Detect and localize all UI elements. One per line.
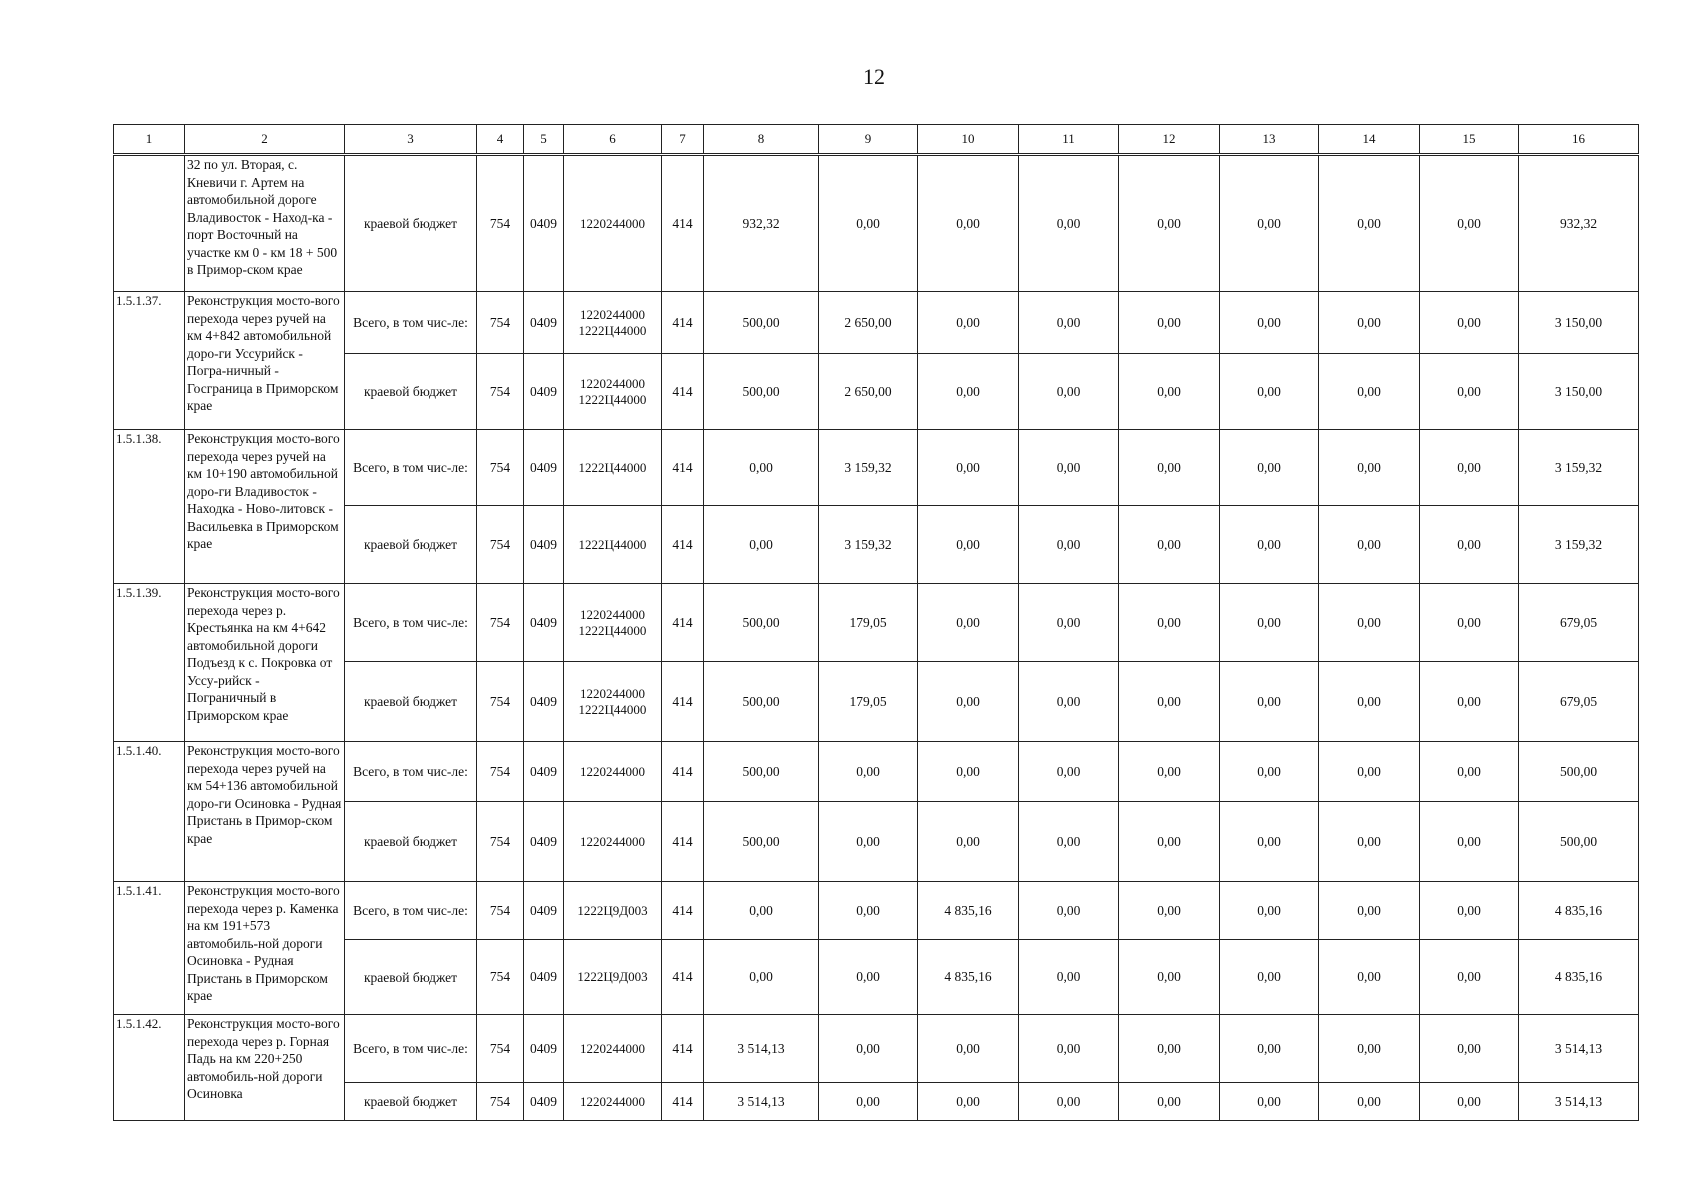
column-header-5: 5	[524, 125, 564, 155]
budget-code: 1220244000	[580, 375, 645, 391]
value-col-8: 500,00	[704, 742, 819, 802]
funding-source: Всего, в том чис-ле:	[345, 584, 477, 662]
cell-col-7: 414	[662, 662, 704, 742]
funding-source: краевой бюджет	[345, 940, 477, 1015]
value-col-14: 0,00	[1319, 155, 1420, 292]
value-col-10: 4 835,16	[918, 940, 1019, 1015]
value-col-14: 0,00	[1319, 584, 1420, 662]
cell-col-4: 754	[477, 1015, 524, 1083]
value-col-14: 0,00	[1319, 1015, 1420, 1083]
value-col-12: 0,00	[1119, 882, 1220, 940]
funding-source: Всего, в том чис-ле:	[345, 1015, 477, 1083]
value-col-10: 0,00	[918, 802, 1019, 882]
value-col-10: 0,00	[918, 662, 1019, 742]
value-col-16: 4 835,16	[1519, 882, 1639, 940]
value-col-15: 0,00	[1420, 662, 1519, 742]
value-col-8: 0,00	[704, 940, 819, 1015]
value-col-13: 0,00	[1220, 292, 1319, 354]
cell-col-7: 414	[662, 506, 704, 584]
budget-code: 1220244000	[580, 606, 645, 622]
value-col-16: 3 514,13	[1519, 1015, 1639, 1083]
cell-col-5: 0409	[524, 354, 564, 430]
value-col-14: 0,00	[1319, 882, 1420, 940]
cell-col-4: 754	[477, 155, 524, 292]
value-col-15: 0,00	[1420, 292, 1519, 354]
value-col-8: 500,00	[704, 354, 819, 430]
cell-col-4: 754	[477, 354, 524, 430]
cell-col-6	[564, 155, 662, 292]
value-col-11: 0,00	[1019, 802, 1119, 882]
value-col-15: 0,00	[1420, 155, 1519, 292]
funding-source: краевой бюджет	[345, 155, 477, 292]
value-col-13: 0,00	[1220, 155, 1319, 292]
funding-source: Всего, в том чис-ле:	[345, 430, 477, 506]
cell-col-5: 0409	[524, 430, 564, 506]
cell-col-6	[564, 584, 662, 662]
cell-col-4: 754	[477, 584, 524, 662]
value-col-13: 0,00	[1220, 742, 1319, 802]
budget-code: 1222Ц44000	[578, 622, 647, 638]
table-row	[114, 584, 1639, 662]
item-index: 1.5.1.41.	[114, 882, 185, 1015]
value-col-8: 3 514,13	[704, 1015, 819, 1083]
value-col-16: 932,32	[1519, 155, 1639, 292]
cell-col-5: 0409	[524, 1015, 564, 1083]
cell-col-4: 754	[477, 742, 524, 802]
value-col-16: 3 150,00	[1519, 292, 1639, 354]
value-col-11: 0,00	[1019, 292, 1119, 354]
cell-col-4: 754	[477, 662, 524, 742]
value-col-16: 679,05	[1519, 584, 1639, 662]
cell-col-6	[564, 940, 662, 1015]
value-col-15: 0,00	[1420, 940, 1519, 1015]
column-header-16: 16	[1519, 125, 1639, 155]
budget-code: 1220244000	[580, 685, 645, 701]
value-col-16: 3 150,00	[1519, 354, 1639, 430]
value-col-10: 0,00	[918, 292, 1019, 354]
value-col-9: 2 650,00	[819, 292, 918, 354]
funding-source: краевой бюджет	[345, 354, 477, 430]
table-row	[114, 882, 1639, 940]
value-col-8: 3 514,13	[704, 1083, 819, 1121]
column-header-14: 14	[1319, 125, 1420, 155]
value-col-16: 3 159,32	[1519, 506, 1639, 584]
value-col-9: 179,05	[819, 662, 918, 742]
value-col-13: 0,00	[1220, 882, 1319, 940]
value-col-11: 0,00	[1019, 1015, 1119, 1083]
cell-col-6	[564, 354, 662, 430]
table-header-row	[114, 125, 1639, 155]
column-header-15: 15	[1420, 125, 1519, 155]
value-col-10: 0,00	[918, 742, 1019, 802]
item-index: 1.5.1.40.	[114, 742, 185, 882]
value-col-13: 0,00	[1220, 802, 1319, 882]
cell-col-5: 0409	[524, 292, 564, 354]
budget-code: 1220244000	[580, 1040, 645, 1056]
value-col-8: 932,32	[704, 155, 819, 292]
value-col-10: 0,00	[918, 584, 1019, 662]
value-col-13: 0,00	[1220, 354, 1319, 430]
budget-code: 1222Ц44000	[578, 391, 647, 407]
value-col-12: 0,00	[1119, 292, 1220, 354]
value-col-8: 0,00	[704, 882, 819, 940]
item-index: 1.5.1.39.	[114, 584, 185, 742]
column-header-4: 4	[477, 125, 524, 155]
value-col-14: 0,00	[1319, 662, 1420, 742]
funding-source: краевой бюджет	[345, 802, 477, 882]
item-description: Реконструкция мосто-вого перехода через ручей на км 10+190 автомобильной доро-ги Владивосток - Находка - Ново-литовск - Васильевка в Приморском крае	[185, 430, 345, 584]
value-col-15: 0,00	[1420, 430, 1519, 506]
value-col-12: 0,00	[1119, 506, 1220, 584]
cell-col-5: 0409	[524, 662, 564, 742]
column-header-12: 12	[1119, 125, 1220, 155]
budget-code: 1222Ц9Д003	[577, 969, 648, 984]
item-description: Реконструкция мосто-вого перехода через р. Крестьянка на км 4+642 автомобильной дороги Подъезд к с. Покровка от Уссу-рийск - Пограничный в Приморском крае	[185, 584, 345, 742]
cell-col-5: 0409	[524, 155, 564, 292]
value-col-10: 0,00	[918, 506, 1019, 584]
table-body	[114, 155, 1639, 1121]
column-header-8: 8	[704, 125, 819, 155]
value-col-11: 0,00	[1019, 155, 1119, 292]
table-row	[114, 292, 1639, 354]
column-header-11: 11	[1019, 125, 1119, 155]
value-col-15: 0,00	[1420, 584, 1519, 662]
value-col-15: 0,00	[1420, 1083, 1519, 1121]
page-number: 12	[863, 64, 885, 89]
value-col-11: 0,00	[1019, 882, 1119, 940]
column-header-13: 13	[1220, 125, 1319, 155]
value-col-16: 679,05	[1519, 662, 1639, 742]
budget-code: 1220244000	[580, 306, 645, 322]
item-description: Реконструкция мосто-вого перехода через р. Горная Падь на км 220+250 автомобиль-ной дороги Осиновка	[185, 1015, 345, 1121]
cell-col-4: 754	[477, 882, 524, 940]
value-col-16: 4 835,16	[1519, 940, 1639, 1015]
cell-col-5: 0409	[524, 584, 564, 662]
value-col-12: 0,00	[1119, 430, 1220, 506]
value-col-9: 0,00	[819, 742, 918, 802]
table-row	[114, 742, 1639, 802]
value-col-16: 3 514,13	[1519, 1083, 1639, 1121]
funding-source: краевой бюджет	[345, 506, 477, 584]
item-index	[114, 155, 185, 292]
cell-col-5: 0409	[524, 506, 564, 584]
value-col-10: 0,00	[918, 1083, 1019, 1121]
funding-source: Всего, в том чис-ле:	[345, 292, 477, 354]
column-header-9: 9	[819, 125, 918, 155]
value-col-16: 3 159,32	[1519, 430, 1639, 506]
cell-col-6	[564, 430, 662, 506]
cell-col-7: 414	[662, 940, 704, 1015]
budget-code: 1222Ц44000	[578, 459, 647, 475]
cell-col-6	[564, 662, 662, 742]
value-col-16: 500,00	[1519, 802, 1639, 882]
value-col-13: 0,00	[1220, 1083, 1319, 1121]
value-col-14: 0,00	[1319, 802, 1420, 882]
value-col-12: 0,00	[1119, 662, 1220, 742]
value-col-9: 0,00	[819, 1083, 918, 1121]
value-col-8: 500,00	[704, 292, 819, 354]
cell-col-7: 414	[662, 155, 704, 292]
item-index: 1.5.1.37.	[114, 292, 185, 430]
value-col-11: 0,00	[1019, 506, 1119, 584]
value-col-12: 0,00	[1119, 742, 1220, 802]
cell-col-4: 754	[477, 430, 524, 506]
item-description: Реконструкция мосто-вого перехода через р. Каменка на км 191+573 автомобиль-ной дороги Осиновка - Рудная Пристань в Приморском крае	[185, 882, 345, 1015]
funding-source: краевой бюджет	[345, 662, 477, 742]
value-col-8: 500,00	[704, 662, 819, 742]
column-header-3: 3	[345, 125, 477, 155]
item-description: Реконструкция мосто-вого перехода через ручей на км 4+842 автомобильной доро-ги Уссурийск - Погра-ничный - Госграница в Приморском крае	[185, 292, 345, 430]
cell-col-7: 414	[662, 1015, 704, 1083]
value-col-11: 0,00	[1019, 430, 1119, 506]
table-row	[114, 1015, 1639, 1083]
value-col-9: 0,00	[819, 802, 918, 882]
value-col-13: 0,00	[1220, 662, 1319, 742]
value-col-13: 0,00	[1220, 584, 1319, 662]
budget-table	[113, 124, 1639, 1121]
value-col-12: 0,00	[1119, 940, 1220, 1015]
value-col-15: 0,00	[1420, 354, 1519, 430]
item-index: 1.5.1.38.	[114, 430, 185, 584]
item-description: Реконструкция мосто-вого перехода через ручей на км 54+136 автомобильной доро-ги Осиновка - Рудная Пристань в Примор-ском крае	[185, 742, 345, 882]
column-header-7: 7	[662, 125, 704, 155]
value-col-13: 0,00	[1220, 430, 1319, 506]
value-col-8: 500,00	[704, 802, 819, 882]
cell-col-4: 754	[477, 1083, 524, 1121]
value-col-12: 0,00	[1119, 1015, 1220, 1083]
value-col-9: 3 159,32	[819, 506, 918, 584]
cell-col-4: 754	[477, 802, 524, 882]
value-col-15: 0,00	[1420, 882, 1519, 940]
cell-col-6	[564, 1083, 662, 1121]
budget-code: 1222Ц44000	[578, 701, 647, 717]
value-col-10: 0,00	[918, 354, 1019, 430]
cell-col-7: 414	[662, 1083, 704, 1121]
value-col-11: 0,00	[1019, 354, 1119, 430]
value-col-9: 3 159,32	[819, 430, 918, 506]
value-col-14: 0,00	[1319, 1083, 1420, 1121]
value-col-13: 0,00	[1220, 940, 1319, 1015]
budget-code: 1220244000	[580, 763, 645, 779]
funding-source: Всего, в том чис-ле:	[345, 882, 477, 940]
value-col-10: 0,00	[918, 155, 1019, 292]
cell-col-5: 0409	[524, 882, 564, 940]
value-col-15: 0,00	[1420, 742, 1519, 802]
table-row	[114, 155, 1639, 292]
value-col-14: 0,00	[1319, 506, 1420, 584]
cell-col-5: 0409	[524, 742, 564, 802]
value-col-9: 0,00	[819, 940, 918, 1015]
value-col-10: 4 835,16	[918, 882, 1019, 940]
budget-code: 1220244000	[580, 833, 645, 849]
value-col-12: 0,00	[1119, 354, 1220, 430]
budget-code: 1222Ц9Д003	[577, 902, 648, 918]
budget-code: 1220244000	[580, 215, 645, 231]
budget-code: 1222Ц44000	[578, 536, 647, 552]
value-col-15: 0,00	[1420, 802, 1519, 882]
column-header-2: 2	[185, 125, 345, 155]
value-col-14: 0,00	[1319, 292, 1420, 354]
cell-col-7: 414	[662, 742, 704, 802]
cell-col-7: 414	[662, 584, 704, 662]
value-col-14: 0,00	[1319, 940, 1420, 1015]
budget-code: 1220244000	[580, 1093, 645, 1109]
item-description: 32 по ул. Вторая, с. Кневичи г. Артем на автомобильной дороге Владивосток - Наход-ка - порт Восточный на участке км 0 - км 18 + 500 в Примор-ском крае	[185, 155, 345, 292]
value-col-13: 0,00	[1220, 506, 1319, 584]
value-col-9: 2 650,00	[819, 354, 918, 430]
value-col-16: 500,00	[1519, 742, 1639, 802]
value-col-12: 0,00	[1119, 802, 1220, 882]
value-col-10: 0,00	[918, 430, 1019, 506]
cell-col-7: 414	[662, 802, 704, 882]
column-header-6: 6	[564, 125, 662, 155]
cell-col-6	[564, 1015, 662, 1083]
value-col-12: 0,00	[1119, 155, 1220, 292]
cell-col-7: 414	[662, 354, 704, 430]
cell-col-6	[564, 742, 662, 802]
value-col-15: 0,00	[1420, 506, 1519, 584]
value-col-11: 0,00	[1019, 940, 1119, 1015]
funding-source: Всего, в том чис-ле:	[345, 742, 477, 802]
cell-col-6	[564, 292, 662, 354]
column-header-1: 1	[114, 125, 185, 155]
value-col-11: 0,00	[1019, 742, 1119, 802]
value-col-11: 0,00	[1019, 1083, 1119, 1121]
value-col-11: 0,00	[1019, 662, 1119, 742]
cell-col-7: 414	[662, 882, 704, 940]
funding-source: краевой бюджет	[345, 1083, 477, 1121]
value-col-10: 0,00	[918, 1015, 1019, 1083]
value-col-9: 179,05	[819, 584, 918, 662]
cell-col-4: 754	[477, 506, 524, 584]
value-col-14: 0,00	[1319, 354, 1420, 430]
cell-col-7: 414	[662, 430, 704, 506]
table-row	[114, 430, 1639, 506]
column-header-10: 10	[918, 125, 1019, 155]
cell-col-6	[564, 506, 662, 584]
value-col-14: 0,00	[1319, 430, 1420, 506]
budget-code: 1222Ц44000	[578, 322, 647, 338]
cell-col-5: 0409	[524, 1083, 564, 1121]
value-col-15: 0,00	[1420, 1015, 1519, 1083]
value-col-12: 0,00	[1119, 584, 1220, 662]
value-col-14: 0,00	[1319, 742, 1420, 802]
cell-col-6	[564, 882, 662, 940]
value-col-13: 0,00	[1220, 1015, 1319, 1083]
value-col-8: 500,00	[704, 584, 819, 662]
value-col-9: 0,00	[819, 1015, 918, 1083]
cell-col-5: 0409	[524, 940, 564, 1015]
item-index: 1.5.1.42.	[114, 1015, 185, 1121]
value-col-12: 0,00	[1119, 1083, 1220, 1121]
cell-col-4: 754	[477, 292, 524, 354]
cell-col-7: 414	[662, 292, 704, 354]
value-col-9: 0,00	[819, 155, 918, 292]
cell-col-5: 0409	[524, 802, 564, 882]
cell-col-6	[564, 802, 662, 882]
value-col-8: 0,00	[704, 506, 819, 584]
value-col-8: 0,00	[704, 430, 819, 506]
value-col-9: 0,00	[819, 882, 918, 940]
cell-col-4: 754	[477, 940, 524, 1015]
value-col-11: 0,00	[1019, 584, 1119, 662]
